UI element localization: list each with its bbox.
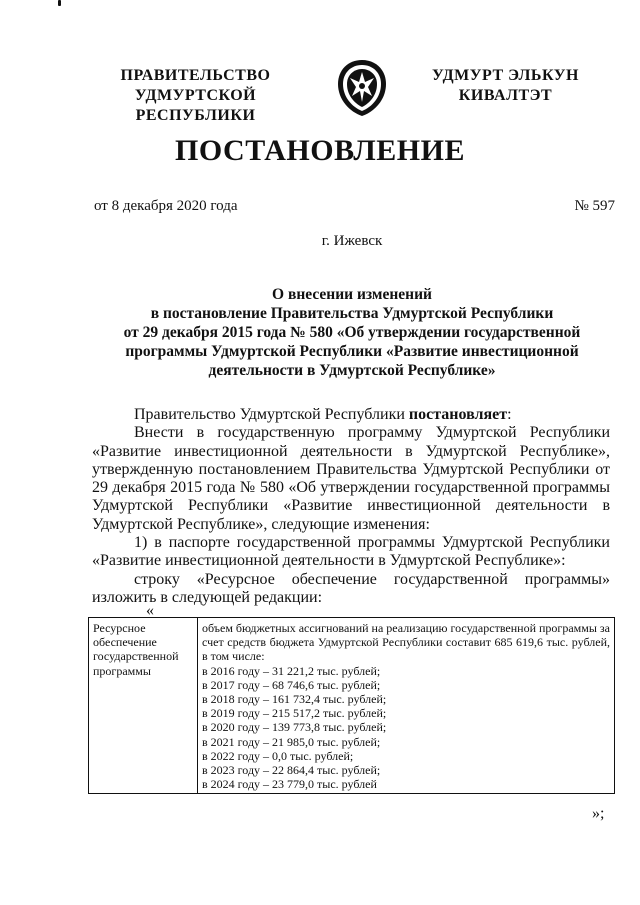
paragraph-passport: 1) в паспорте государственной программы Удмуртской Республики «Развитие инвестиционной деятельности в Удмуртской Республике»: bbox=[92, 534, 610, 570]
resolves-keyword: постановляет bbox=[408, 406, 508, 423]
paragraph-amend: Внести в государственную программу Удмуртской Республики «Развитие инвестиционной деятельности в Удмуртской Республике», утвержденную постановлением Правительства Удмуртской Республики от 29 декабря 2015 года № 580 «Об утверждении государственной программы Удмуртской Республики «Развитие инвестиционной деятельности в Удмуртской Республике», следующие изменения: bbox=[92, 424, 610, 533]
header-left-line2: УДМУРТСКОЙ РЕСПУБЛИКИ bbox=[134, 87, 257, 124]
scan-speck bbox=[58, 0, 61, 6]
header-left bbox=[78, 66, 313, 126]
year-line: в 2017 году – 68 746,6 тыс. рублей; bbox=[202, 677, 381, 692]
table-row bbox=[89, 618, 615, 794]
document-date: от 8 декабря 2020 года bbox=[94, 198, 238, 214]
subject-line: в постановление Правительства Удмуртской Республики bbox=[150, 305, 554, 322]
header-right-line1: УДМУРТ ЭЛЬКУН bbox=[432, 67, 579, 84]
paragraph-resolves-text: Правительство Удмуртской Республики bbox=[134, 406, 409, 423]
open-quote: « bbox=[146, 602, 154, 619]
coat-of-arms-icon bbox=[334, 58, 390, 118]
subject-line: программы Удмуртской Республики «Развитие инвестиционной bbox=[125, 343, 579, 360]
document-city: г. Ижевск bbox=[321, 233, 383, 249]
header-right-line2: КИВАЛТЭТ bbox=[458, 87, 553, 104]
document-title: ПОСТАНОВЛЕНИЕ bbox=[175, 134, 465, 167]
year-line: в 2019 году – 215 517,2 тыс. рублей; bbox=[202, 706, 387, 721]
year-line: в 2023 году – 22 864,4 тыс. рублей; bbox=[202, 763, 381, 778]
subject-line: деятельности в Удмуртской Республике» bbox=[208, 362, 496, 379]
paragraph-resolves bbox=[92, 406, 610, 424]
paragraph-row: строку «Ресурсное обеспечение государственной программы» изложить в следующей редакции: bbox=[92, 570, 610, 606]
table-value-cell bbox=[198, 618, 615, 794]
year-line: в 2021 году – 21 985,0 тыс. рублей; bbox=[202, 734, 381, 749]
year-line: в 2020 году – 139 773,8 тыс. рублей; bbox=[202, 720, 387, 735]
table-label-cell: Ресурсное обеспечение государственной программы bbox=[89, 618, 198, 794]
year-line: в 2016 году – 31 221,2 тыс. рублей; bbox=[202, 663, 381, 678]
subject-line: от 29 декабря 2015 года № 580 «Об утверждении государственной bbox=[123, 324, 581, 341]
header-right bbox=[418, 66, 593, 106]
year-line: в 2024 году – 23 779,0 тыс. рублей bbox=[202, 777, 377, 792]
year-line: в 2022 году – 0,0 тыс. рублей; bbox=[202, 748, 354, 763]
table-lead: объем бюджетных ассигнований на реализацию государственной программы за счет средств бюджета Удмуртской Республики составит 685 619,6 тыс. рублей, в том числе: bbox=[202, 621, 610, 664]
document-subject bbox=[96, 285, 608, 380]
year-line: в 2018 году – 161 732,4 тыс. рублей; bbox=[202, 692, 387, 707]
subject-line: О внесении изменений bbox=[272, 286, 432, 303]
header-left-line1: ПРАВИТЕЛЬСТВО bbox=[120, 67, 271, 84]
close-quote: »; bbox=[592, 805, 605, 822]
document-number: № 597 bbox=[574, 198, 615, 214]
paragraph-resolves-end: : bbox=[507, 406, 512, 423]
resource-table bbox=[88, 617, 615, 794]
document-body bbox=[92, 406, 610, 607]
